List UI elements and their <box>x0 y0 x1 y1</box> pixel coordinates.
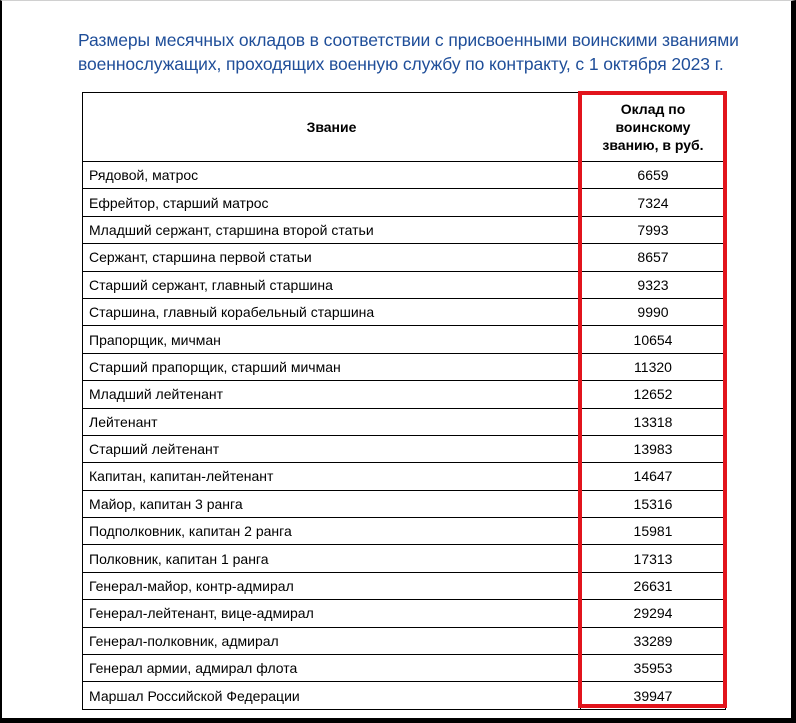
table-row <box>83 682 726 709</box>
table-body <box>83 162 726 710</box>
rank-cell: Младший сержант, старшина второй статьи <box>83 216 581 243</box>
rank-cell: Майор, капитан 3 ранга <box>83 490 581 517</box>
title-line-2: военнослужащих, проходящих военную службу по контракту, с 1 октября 2023 г. <box>78 54 724 74</box>
rank-cell: Старшина, главный корабельный старшина <box>83 298 581 325</box>
table-row <box>83 490 726 517</box>
salary-cell: 10654 <box>581 326 726 353</box>
table-row <box>83 435 726 462</box>
rank-cell: Старший сержант, главный старшина <box>83 271 581 298</box>
salary-cell: 15981 <box>581 518 726 545</box>
salary-cell: 15316 <box>581 490 726 517</box>
salary-cell: 12652 <box>581 381 726 408</box>
page-title <box>78 28 768 76</box>
salary-cell: 8657 <box>581 244 726 271</box>
rank-cell: Маршал Российской Федерации <box>83 682 581 709</box>
table-row <box>83 216 726 243</box>
rank-cell: Полковник, капитан 1 ранга <box>83 545 581 572</box>
rank-cell: Генерал армии, адмирал флота <box>83 655 581 682</box>
salary-cell: 17313 <box>581 545 726 572</box>
rank-cell: Младший лейтенант <box>83 381 581 408</box>
rank-cell: Подполковник, капитан 2 ранга <box>83 518 581 545</box>
rank-cell: Ефрейтор, старший матрос <box>83 189 581 216</box>
table-row <box>83 518 726 545</box>
table-row <box>83 627 726 654</box>
table-row <box>83 408 726 435</box>
table-row <box>83 189 726 216</box>
header-salary-line-3: званию, в руб. <box>602 137 704 153</box>
salary-table <box>82 92 726 710</box>
table-row <box>83 298 726 325</box>
rank-cell: Рядовой, матрос <box>83 162 581 189</box>
rank-cell: Генерал-майор, контр-адмирал <box>83 572 581 599</box>
salary-cell: 13983 <box>581 435 726 462</box>
salary-cell: 9990 <box>581 298 726 325</box>
rank-cell: Старший прапорщик, старший мичман <box>83 353 581 380</box>
rank-cell: Капитан, капитан-лейтенант <box>83 463 581 490</box>
salary-cell: 33289 <box>581 627 726 654</box>
salary-cell: 7324 <box>581 189 726 216</box>
salary-cell: 11320 <box>581 353 726 380</box>
salary-cell: 26631 <box>581 572 726 599</box>
salary-cell: 13318 <box>581 408 726 435</box>
rank-cell: Лейтенант <box>83 408 581 435</box>
salary-cell: 7993 <box>581 216 726 243</box>
rank-cell: Генерал-лейтенант, вице-адмирал <box>83 600 581 627</box>
salary-cell: 29294 <box>581 600 726 627</box>
header-salary-line-2: воинскому <box>615 119 691 135</box>
salary-cell: 9323 <box>581 271 726 298</box>
header-salary-line-1: Оклад по <box>620 101 686 117</box>
salary-cell: 35953 <box>581 655 726 682</box>
table-row <box>83 545 726 572</box>
table-row <box>83 326 726 353</box>
rank-cell: Генерал-полковник, адмирал <box>83 627 581 654</box>
header-salary <box>581 93 726 162</box>
salary-cell: 6659 <box>581 162 726 189</box>
rank-cell: Сержант, старшина первой статьи <box>83 244 581 271</box>
table-row <box>83 271 726 298</box>
table-row <box>83 162 726 189</box>
table-row <box>83 381 726 408</box>
table-row <box>83 463 726 490</box>
table-row <box>83 572 726 599</box>
table-header-row <box>83 93 726 162</box>
salary-cell: 39947 <box>581 682 726 709</box>
table-row <box>83 244 726 271</box>
header-rank: Звание <box>83 93 581 162</box>
rank-cell: Старший лейтенант <box>83 435 581 462</box>
table-row <box>83 600 726 627</box>
title-line-1: Размеры месячных окладов в соответствии с присвоенными воинскими званиями <box>78 30 739 50</box>
table-row <box>83 353 726 380</box>
salary-cell: 14647 <box>581 463 726 490</box>
table-row <box>83 655 726 682</box>
rank-cell: Прапорщик, мичман <box>83 326 581 353</box>
